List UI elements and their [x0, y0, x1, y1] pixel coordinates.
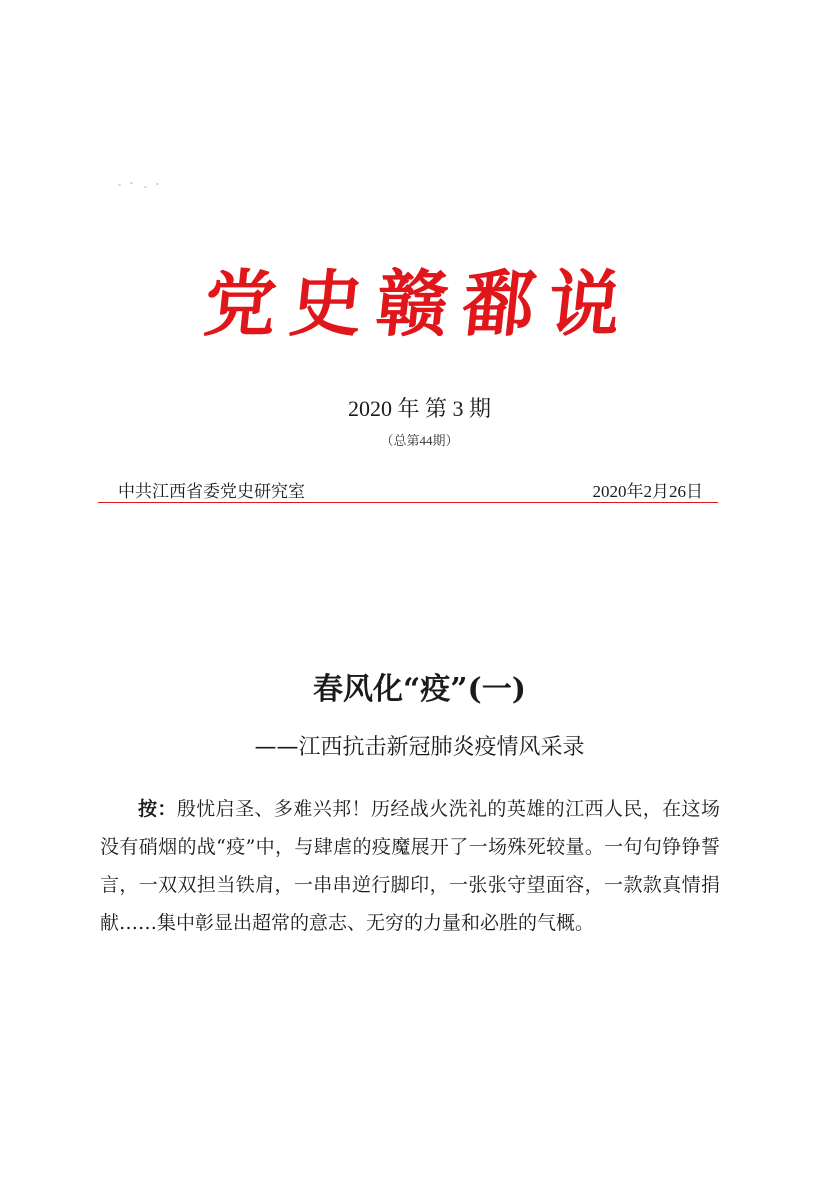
- publication-date: 2020年2月26日: [592, 482, 703, 501]
- publisher-organization: 中共江西省委党史研究室: [118, 482, 305, 502]
- article-subtitle: ——江西抗击新冠肺炎疫情风采录: [254, 735, 585, 760]
- masthead-title: 党史赣鄱说: [200, 261, 640, 346]
- scan-specks: [118, 180, 168, 192]
- total-issue-number: （总第44期）: [380, 433, 459, 448]
- editor-note: [100, 790, 720, 942]
- article-title: 春风化“疫”(一): [313, 672, 526, 707]
- editor-note-text: 殷忧启圣、多难兴邦！历经战火洗礼的英雄的江西人民，在这场没有硝烟的战“疫”中，与肆虐的疫魔展开了一场殊死较量。一句句铮铮誓言，一双双担当铁肩，一串串逆行脚印，一张张守望面容，一款款真情捐献……集中彰显出超常的意志、无穷的力量和必胜的气概。: [100, 798, 720, 934]
- editor-note-lead: 按：: [138, 798, 177, 820]
- issue-number: 2020 年 第 3 期: [347, 396, 491, 421]
- header-divider: [98, 502, 718, 503]
